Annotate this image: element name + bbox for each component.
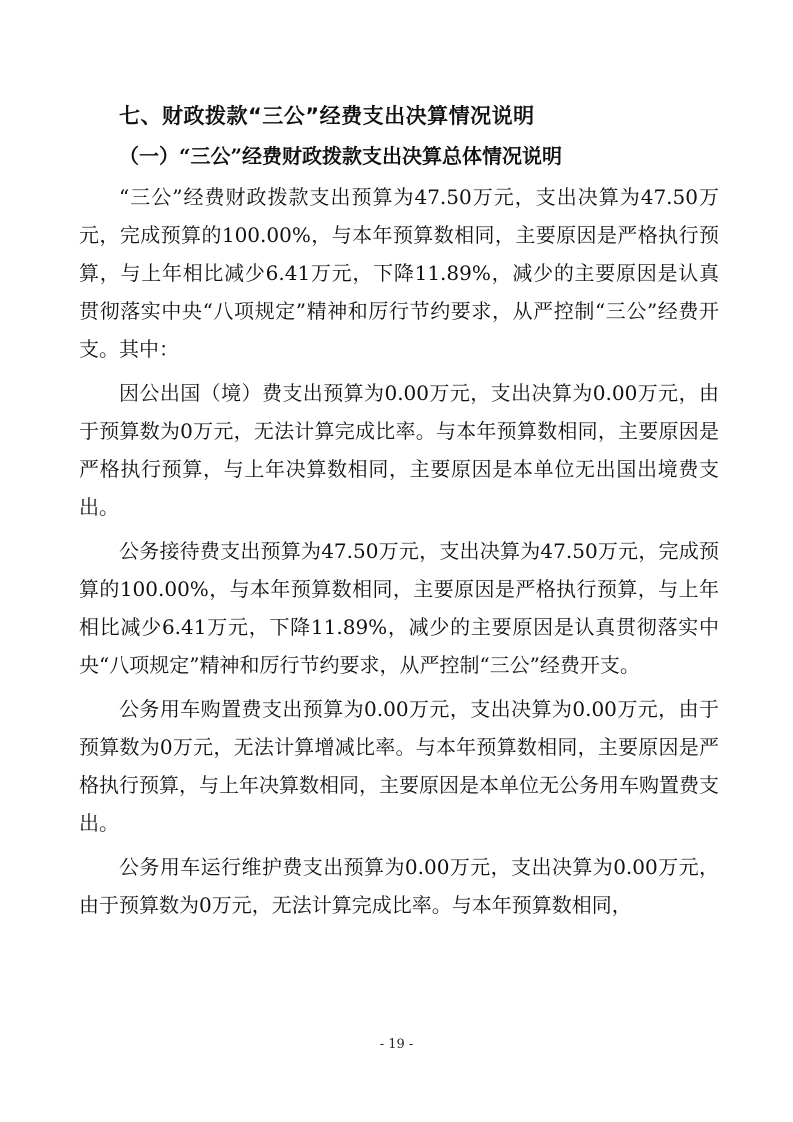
paragraph-official-reception: 公务接待费支出预算为47.50万元，支出决算为47.50万元，完成预算的100.00%，与本年预算数相同，主要原因是严格执行预算，与上年相比减少6.41万元，下降11.89%，减少的主要原因是认真贯彻落实中央“八项规定”精神和厉行节约要求，从严控制“三公”经费开支。 (79, 539, 719, 677)
paragraph-vehicle-purchase: 公务用车购置费支出预算为0.00万元，支出决算为0.00万元，由于预算数为0万元，无法计算增减比率。与本年预算数相同，主要原因是严格执行预算，与上年决算数相同，主要原因是本单位无公务用车购置费支出。 (79, 697, 719, 835)
section-heading: 七、财政拨款“三公”经费支出决算情况说明 (119, 104, 535, 128)
paragraph-overview: “三公”经费财政拨款支出预算为47.50万元，支出决算为47.50万元，完成预算的100.00%，与本年预算数相同，主要原因是严格执行预算，与上年相比减少6.41万元，下降11.89%，减少的主要原因是认真贯彻落实中央“八项规定”精神和厉行节约要求，从严控制“三公”经费开支。其中： (79, 185, 719, 361)
paragraph-vehicle-maintenance: 公务用车运行维护费支出预算为0.00万元，支出决算为0.00万元，由于预算数为0万元，无法计算完成比率。与本年预算数相同， (79, 855, 719, 917)
subsection-heading: （一）“三公”经费财政拨款支出决算总体情况说明 (119, 144, 563, 168)
paragraph-overseas-travel: 因公出国（境）费支出预算为0.00万元，支出决算为0.00万元，由于预算数为0万元，无法计算完成比率。与本年预算数相同，主要原因是严格执行预算，与上年决算数相同，主要原因是本单位无出国出境费支出。 (79, 381, 719, 519)
page-number: - 19 - (379, 1037, 414, 1052)
document-body (79, 96, 719, 924)
